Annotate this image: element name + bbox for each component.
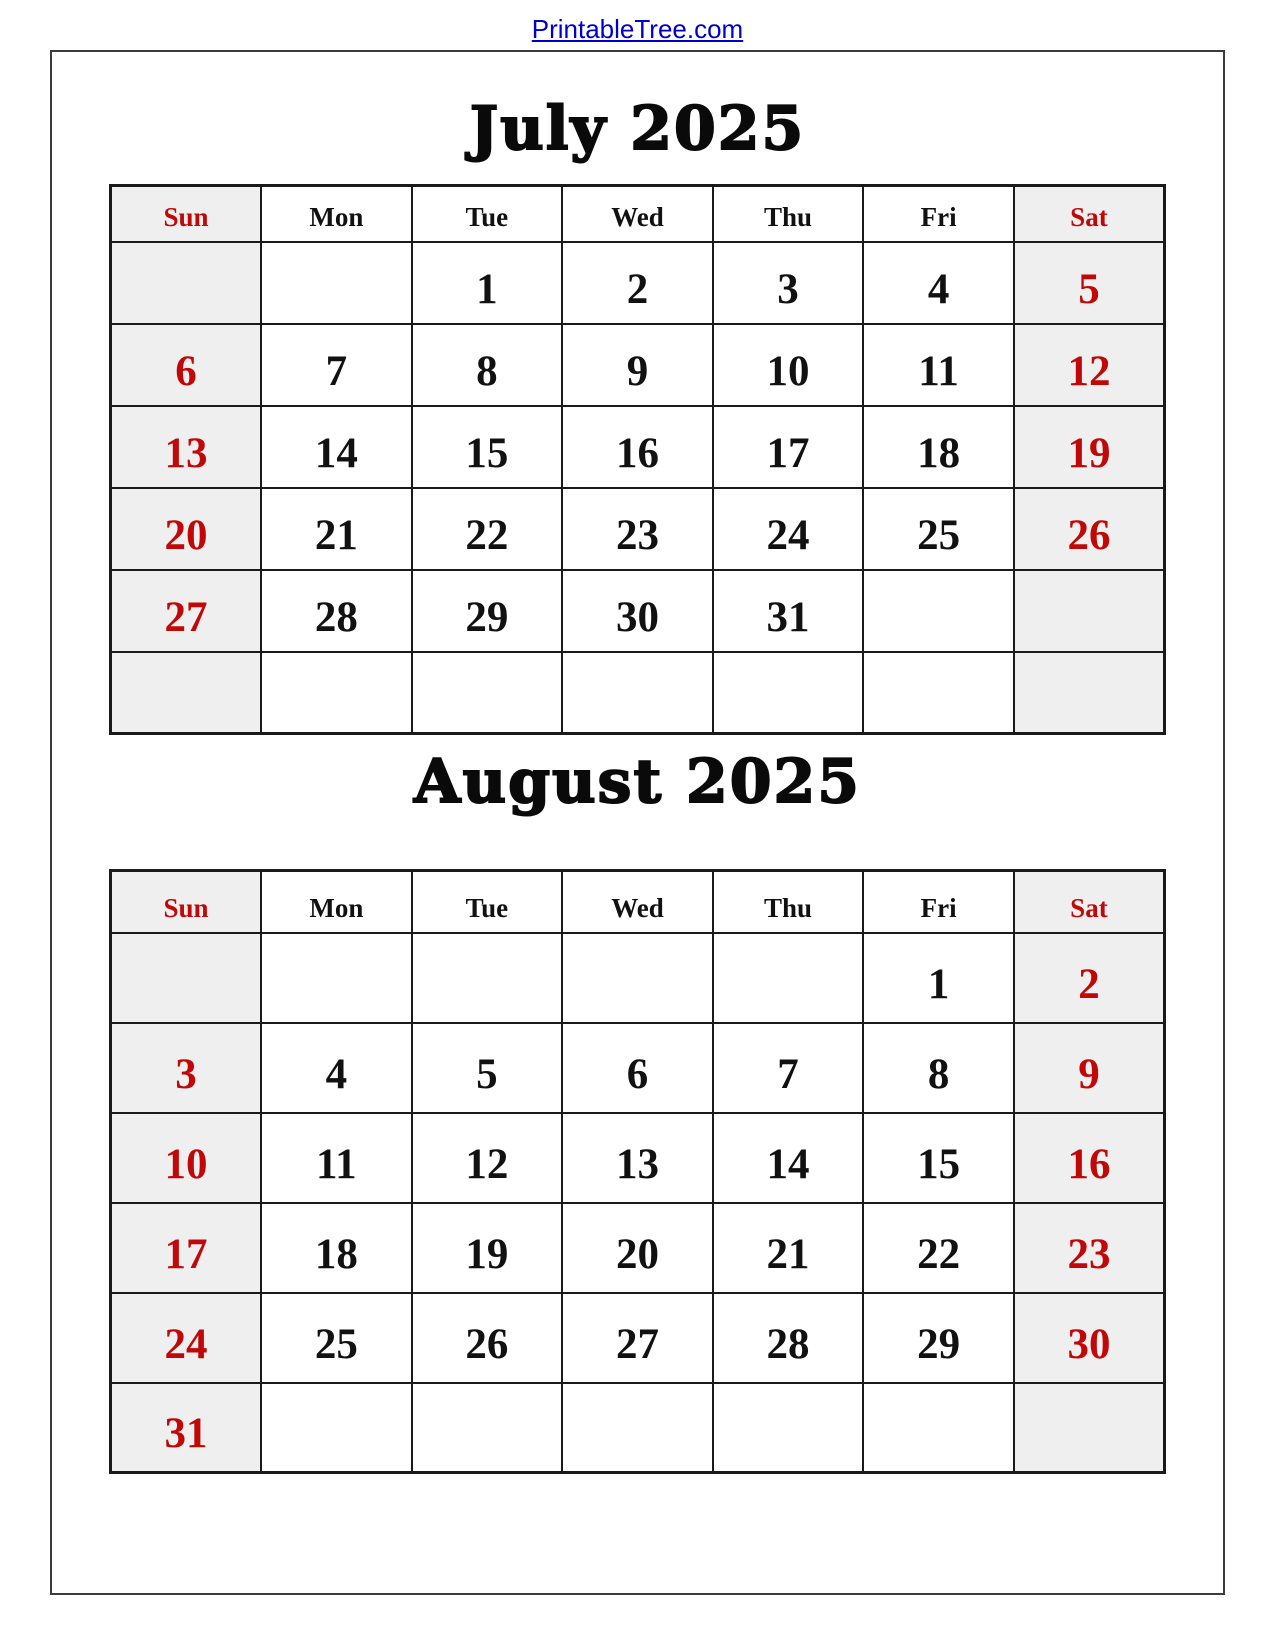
day-cell-july-2025-15: 15 <box>412 406 563 488</box>
day-cell-august-2025-11: 11 <box>261 1113 412 1203</box>
week-row <box>111 406 1165 488</box>
day-cell-august-2025-7: 7 <box>713 1023 864 1113</box>
day-cell-august-2025-1: 1 <box>863 933 1014 1023</box>
day-cell-july-2025-6: 6 <box>111 324 262 406</box>
day-cell-august-2025-3: 3 <box>111 1023 262 1113</box>
week-row <box>111 324 1165 406</box>
week-row <box>111 1293 1165 1383</box>
day-cell-august-2025-27: 27 <box>562 1293 713 1383</box>
day-cell-july-2025-31: 31 <box>713 570 864 652</box>
day-cell-july-2025-12: 12 <box>1014 324 1165 406</box>
day-cell-empty <box>562 652 713 734</box>
day-cell-july-2025-17: 17 <box>713 406 864 488</box>
weekday-header-tue: Tue <box>412 186 563 242</box>
day-cell-empty <box>261 652 412 734</box>
day-cell-august-2025-10: 10 <box>111 1113 262 1203</box>
day-cell-empty <box>713 933 864 1023</box>
day-cell-august-2025-13: 13 <box>562 1113 713 1203</box>
day-cell-august-2025-26: 26 <box>412 1293 563 1383</box>
day-cell-july-2025-13: 13 <box>111 406 262 488</box>
day-cell-july-2025-9: 9 <box>562 324 713 406</box>
day-cell-july-2025-10: 10 <box>713 324 864 406</box>
day-cell-august-2025-15: 15 <box>863 1113 1014 1203</box>
day-cell-july-2025-20: 20 <box>111 488 262 570</box>
calendar-title-july-2025: July 2025 <box>469 94 806 164</box>
day-cell-august-2025-18: 18 <box>261 1203 412 1293</box>
week-row <box>111 1023 1165 1113</box>
day-cell-august-2025-8: 8 <box>863 1023 1014 1113</box>
day-cell-july-2025-16: 16 <box>562 406 713 488</box>
calendar-august-2025 <box>52 749 1223 1474</box>
day-cell-empty <box>412 652 563 734</box>
day-cell-empty <box>1014 570 1165 652</box>
day-cell-august-2025-22: 22 <box>863 1203 1014 1293</box>
day-cell-july-2025-3: 3 <box>713 242 864 324</box>
week-row <box>111 242 1165 324</box>
day-cell-july-2025-22: 22 <box>412 488 563 570</box>
day-cell-august-2025-17: 17 <box>111 1203 262 1293</box>
day-cell-empty <box>111 242 262 324</box>
day-cell-august-2025-2: 2 <box>1014 933 1165 1023</box>
day-cell-empty <box>562 933 713 1023</box>
day-cell-empty <box>261 1383 412 1473</box>
day-cell-august-2025-31: 31 <box>111 1383 262 1473</box>
weekday-header-fri: Fri <box>863 186 1014 242</box>
day-cell-august-2025-29: 29 <box>863 1293 1014 1383</box>
day-cell-empty <box>1014 652 1165 734</box>
calendar-title-august-2025: August 2025 <box>413 747 862 817</box>
day-cell-empty <box>261 242 412 324</box>
calendar-grid-july-2025 <box>109 184 1166 735</box>
week-row <box>111 570 1165 652</box>
day-cell-august-2025-24: 24 <box>111 1293 262 1383</box>
weekday-header-sun: Sun <box>111 186 262 242</box>
weekday-header-wed: Wed <box>562 871 713 933</box>
weekday-header-row <box>111 871 1165 933</box>
day-cell-july-2025-24: 24 <box>713 488 864 570</box>
day-cell-empty <box>111 933 262 1023</box>
day-cell-july-2025-19: 19 <box>1014 406 1165 488</box>
calendar-grid-august-2025 <box>109 869 1166 1474</box>
day-cell-july-2025-25: 25 <box>863 488 1014 570</box>
week-row <box>111 488 1165 570</box>
day-cell-empty <box>111 652 262 734</box>
day-cell-august-2025-14: 14 <box>713 1113 864 1203</box>
weekday-header-tue: Tue <box>412 871 563 933</box>
weekday-header-wed: Wed <box>562 186 713 242</box>
calendar-july-2025 <box>52 96 1223 735</box>
week-row <box>111 1113 1165 1203</box>
day-cell-august-2025-19: 19 <box>412 1203 563 1293</box>
day-cell-empty <box>863 652 1014 734</box>
day-cell-empty <box>1014 1383 1165 1473</box>
day-cell-july-2025-28: 28 <box>261 570 412 652</box>
day-cell-july-2025-30: 30 <box>562 570 713 652</box>
day-cell-july-2025-2: 2 <box>562 242 713 324</box>
day-cell-august-2025-5: 5 <box>412 1023 563 1113</box>
weekday-header-sat: Sat <box>1014 186 1165 242</box>
week-row <box>111 933 1165 1023</box>
day-cell-empty <box>863 570 1014 652</box>
day-cell-july-2025-27: 27 <box>111 570 262 652</box>
day-cell-july-2025-8: 8 <box>412 324 563 406</box>
day-cell-august-2025-6: 6 <box>562 1023 713 1113</box>
day-cell-july-2025-18: 18 <box>863 406 1014 488</box>
day-cell-july-2025-29: 29 <box>412 570 563 652</box>
weekday-header-sun: Sun <box>111 871 262 933</box>
week-row <box>111 1203 1165 1293</box>
day-cell-empty <box>412 933 563 1023</box>
day-cell-july-2025-5: 5 <box>1014 242 1165 324</box>
day-cell-august-2025-30: 30 <box>1014 1293 1165 1383</box>
weekday-header-fri: Fri <box>863 871 1014 933</box>
weekday-header-mon: Mon <box>261 186 412 242</box>
day-cell-july-2025-21: 21 <box>261 488 412 570</box>
day-cell-august-2025-4: 4 <box>261 1023 412 1113</box>
footer <box>0 14 1275 45</box>
day-cell-august-2025-9: 9 <box>1014 1023 1165 1113</box>
day-cell-august-2025-28: 28 <box>713 1293 864 1383</box>
page-border <box>50 50 1225 1595</box>
day-cell-july-2025-1: 1 <box>412 242 563 324</box>
weekday-header-thu: Thu <box>713 871 864 933</box>
day-cell-july-2025-11: 11 <box>863 324 1014 406</box>
weekday-header-row <box>111 186 1165 242</box>
day-cell-august-2025-16: 16 <box>1014 1113 1165 1203</box>
day-cell-empty <box>562 1383 713 1473</box>
day-cell-august-2025-12: 12 <box>412 1113 563 1203</box>
day-cell-august-2025-20: 20 <box>562 1203 713 1293</box>
day-cell-august-2025-21: 21 <box>713 1203 864 1293</box>
day-cell-empty <box>713 652 864 734</box>
day-cell-august-2025-23: 23 <box>1014 1203 1165 1293</box>
day-cell-july-2025-7: 7 <box>261 324 412 406</box>
weekday-header-mon: Mon <box>261 871 412 933</box>
printabletree-link[interactable]: PrintableTree.com <box>531 14 744 44</box>
day-cell-empty <box>863 1383 1014 1473</box>
weekday-header-thu: Thu <box>713 186 864 242</box>
calendar-container <box>52 96 1223 1474</box>
day-cell-august-2025-25: 25 <box>261 1293 412 1383</box>
week-row <box>111 1383 1165 1473</box>
day-cell-july-2025-26: 26 <box>1014 488 1165 570</box>
day-cell-empty <box>412 1383 563 1473</box>
week-row <box>111 652 1165 734</box>
day-cell-july-2025-14: 14 <box>261 406 412 488</box>
weekday-header-sat: Sat <box>1014 871 1165 933</box>
day-cell-empty <box>713 1383 864 1473</box>
day-cell-july-2025-4: 4 <box>863 242 1014 324</box>
day-cell-empty <box>261 933 412 1023</box>
day-cell-july-2025-23: 23 <box>562 488 713 570</box>
